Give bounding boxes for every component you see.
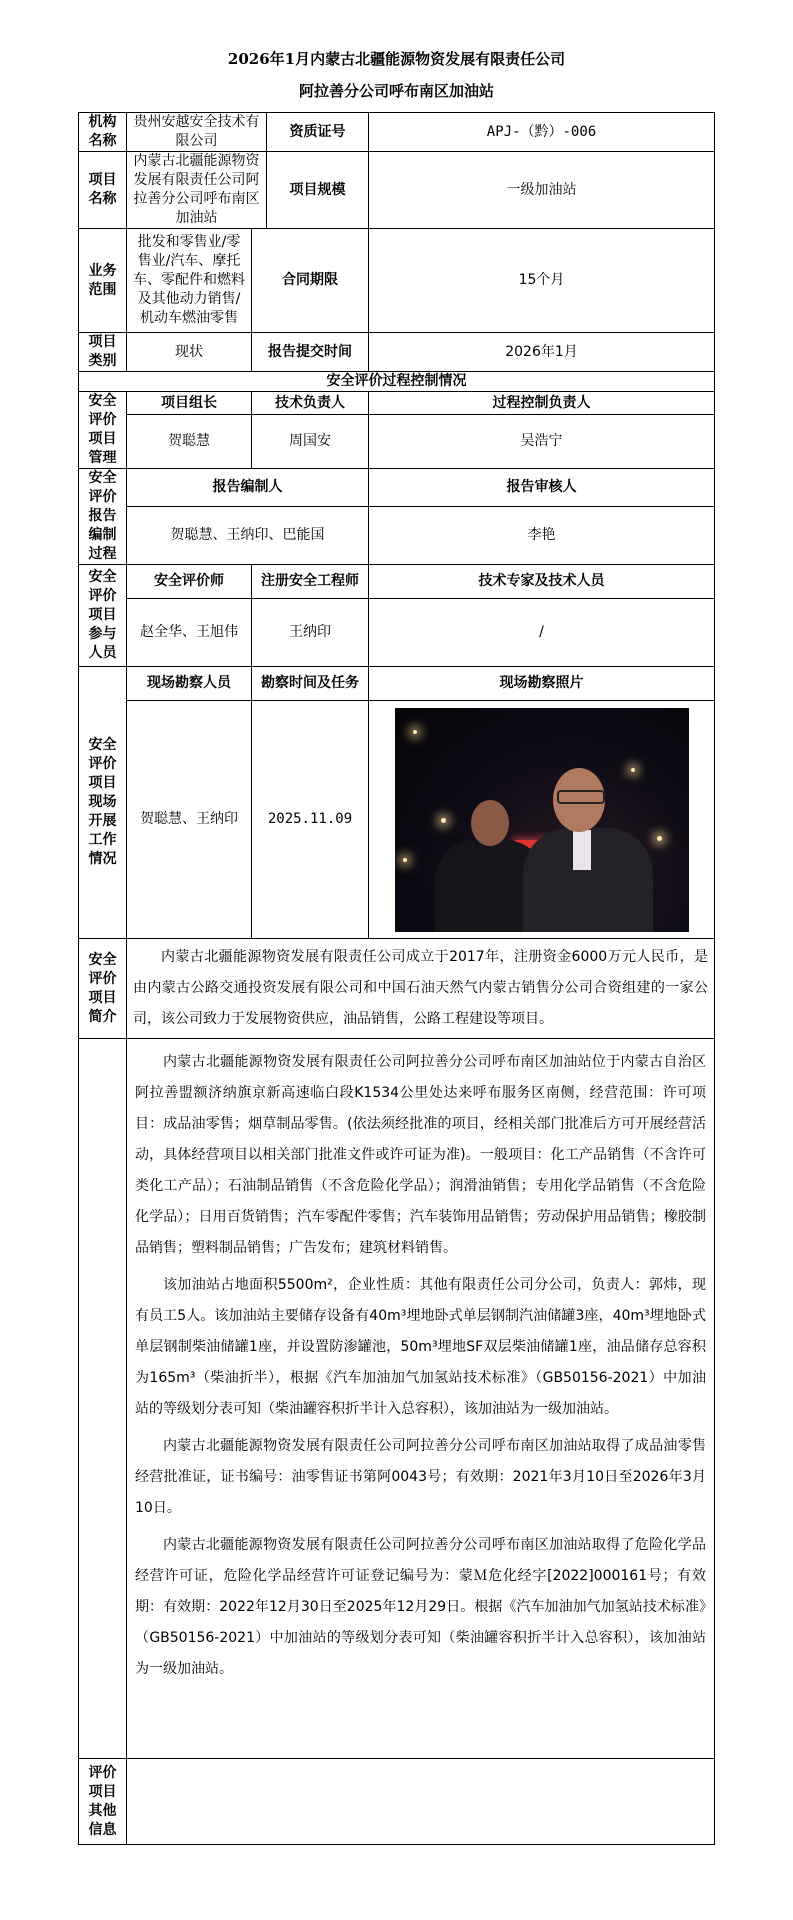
site-survey-photo — [395, 708, 689, 932]
tech-header: 技术负责人 — [252, 392, 369, 415]
org-name-label: 机构名称 — [79, 113, 127, 152]
reviewer-value: 李艳 — [369, 507, 715, 565]
process-control-header: 安全评价过程控制情况 — [79, 372, 715, 392]
other-info-value — [127, 1759, 715, 1845]
org-name-value: 贵州安越安全技术有限公司 — [127, 113, 267, 152]
other-info-label: 评价项目其他信息 — [79, 1759, 127, 1845]
participants-label: 安全评价项目参与人员 — [79, 565, 127, 667]
details-label-cell — [79, 1039, 127, 1759]
document-title-line2: 阿拉善分公司呼布南区加油站 — [298, 82, 494, 100]
intro-paragraph: 内蒙古北疆能源物资发展有限责任公司成立于2017年，注册资金6000万元人民币，是由内蒙古公路交通投资发展有限公司和中国石油天然气内蒙古销售分公司合资组建的一家公司，该公司致力于发展物资供应，油品销售，公路工程建设等项目。 — [133, 949, 708, 1027]
control-value: 吴浩宁 — [369, 415, 715, 469]
evaluation-info-table — [78, 112, 715, 1845]
scope-value: 批发和零售业/零售业/汽车、摩托车、零配件和燃料及其他动力销售/机动车燃油零售 — [127, 229, 252, 333]
expert-header: 技术专家及技术人员 — [369, 565, 715, 599]
submit-value: 2026年1月 — [369, 333, 715, 372]
details-paragraph-3: 内蒙古北疆能源物资发展有限责任公司阿拉善分公司呼布南区加油站取得了成品油零售经营批准证，证书编号：油零售证书第阿0043号；有效期：2021年3月10日至2026年3月10日。 — [135, 1438, 706, 1516]
engineer-value: 王纳印 — [252, 599, 369, 667]
compiler-header: 报告编制人 — [127, 469, 369, 507]
evaluators-value: 赵全华、王旭伟 — [127, 599, 252, 667]
reviewer-header: 报告审核人 — [369, 469, 715, 507]
scale-value: 一级加油站 — [369, 152, 715, 229]
submit-label: 报告提交时间 — [252, 333, 369, 372]
control-header: 过程控制负责人 — [369, 392, 715, 415]
evaluator-header: 安全评价师 — [127, 565, 252, 599]
type-label: 项目类别 — [79, 333, 127, 372]
mgmt-label: 安全评价项目管理 — [79, 392, 127, 469]
intro-cell — [127, 939, 715, 1039]
compile-label: 安全评价报告编制过程 — [79, 469, 127, 565]
experts-value: / — [369, 599, 715, 667]
details-paragraph-1: 内蒙古北疆能源物资发展有限责任公司阿拉善分公司呼布南区加油站位于内蒙古自治区阿拉善盟额济纳旗京新高速临白段K1534公里处达来呼布服务区南侧，经营范围：许可项目：成品油零售；烟草制品零售。(依法须经批准的项目，经相关部门批准后方可开展经营活动，具体经营项目以相关部门批准文件或许可证为准)。一般项目：化工产品销售（不含许可类化工产品）；石油制品销售（不含危险化学品）；润滑油销售；专用化学品销售（不含危险化学品）；日用百货销售；汽车零配件零售；汽车装饰用品销售；劳动保护用品销售；橡胶制品销售；塑料制品销售；广告发布；建筑材料销售。 — [135, 1054, 706, 1256]
surveyor-header: 现场勘察人员 — [127, 667, 252, 701]
leader-value: 贺聪慧 — [127, 415, 252, 469]
project-name-label: 项目名称 — [79, 152, 127, 229]
survey-date-value: 2025.11.09 — [252, 701, 369, 939]
engineer-header: 注册安全工程师 — [252, 565, 369, 599]
photo-header: 现场勘察照片 — [369, 667, 715, 701]
details-cell — [127, 1039, 715, 1759]
compilers-value: 贺聪慧、王纳印、巴能国 — [127, 507, 369, 565]
type-value: 现状 — [127, 333, 252, 372]
survey-time-header: 勘察时间及任务 — [252, 667, 369, 701]
details-paragraph-4: 内蒙古北疆能源物资发展有限责任公司阿拉善分公司呼布南区加油站取得了危险化学品经营许可证，危险化学品经营许可证登记编号为：蒙Ｍ危化经字[2022]000161号；有效期：有效期：2022年12月30日至2025年12月29日。根据《汽车加油加气加氢站技术标准》（GB50156-2021）中加油站的等级划分表可知（柴油罐容积折半计入总容积），该加油站为一级加油站。 — [135, 1537, 706, 1677]
contract-value: 15个月 — [369, 229, 715, 333]
document-title-line1: 2026年1月内蒙古北疆能源物资发展有限责任公司 — [227, 50, 566, 68]
project-name-value: 内蒙古北疆能源物资发展有限责任公司阿拉善分公司呼布南区加油站 — [127, 152, 267, 229]
cert-label: 资质证号 — [267, 113, 369, 152]
surveyors-value: 贺聪慧、王纳印 — [127, 701, 252, 939]
tech-value: 周国安 — [252, 415, 369, 469]
details-paragraph-2: 该加油站占地面积5500m²，企业性质：其他有限责任公司分公司，负责人：郭炜，现有员工5人。该加油站主要储存设备有40m³埋地卧式单层钢制汽油储罐3座，40m³埋地卧式单层钢制柴油储罐1座，并设置防渗罐池，50m³埋地SF双层柴油储罐1座，油品储存总容积为165m³（柴油折半），根据《汽车加油加气加氢站技术标准》（GB50156-2021）中加油站的等级划分表可知（柴油罐容积折半计入总容积），该加油站为一级加油站。 — [135, 1277, 706, 1417]
site-photo-cell — [369, 701, 715, 939]
leader-header: 项目组长 — [127, 392, 252, 415]
intro-label: 安全评价项目简介 — [79, 939, 127, 1039]
contract-label: 合同期限 — [252, 229, 369, 333]
cert-value: APJ-（黔）-006 — [369, 113, 715, 152]
scope-label: 业务范围 — [79, 229, 127, 333]
site-work-label: 安全评价项目现场开展工作情况 — [79, 667, 127, 939]
scale-label: 项目规模 — [267, 152, 369, 229]
